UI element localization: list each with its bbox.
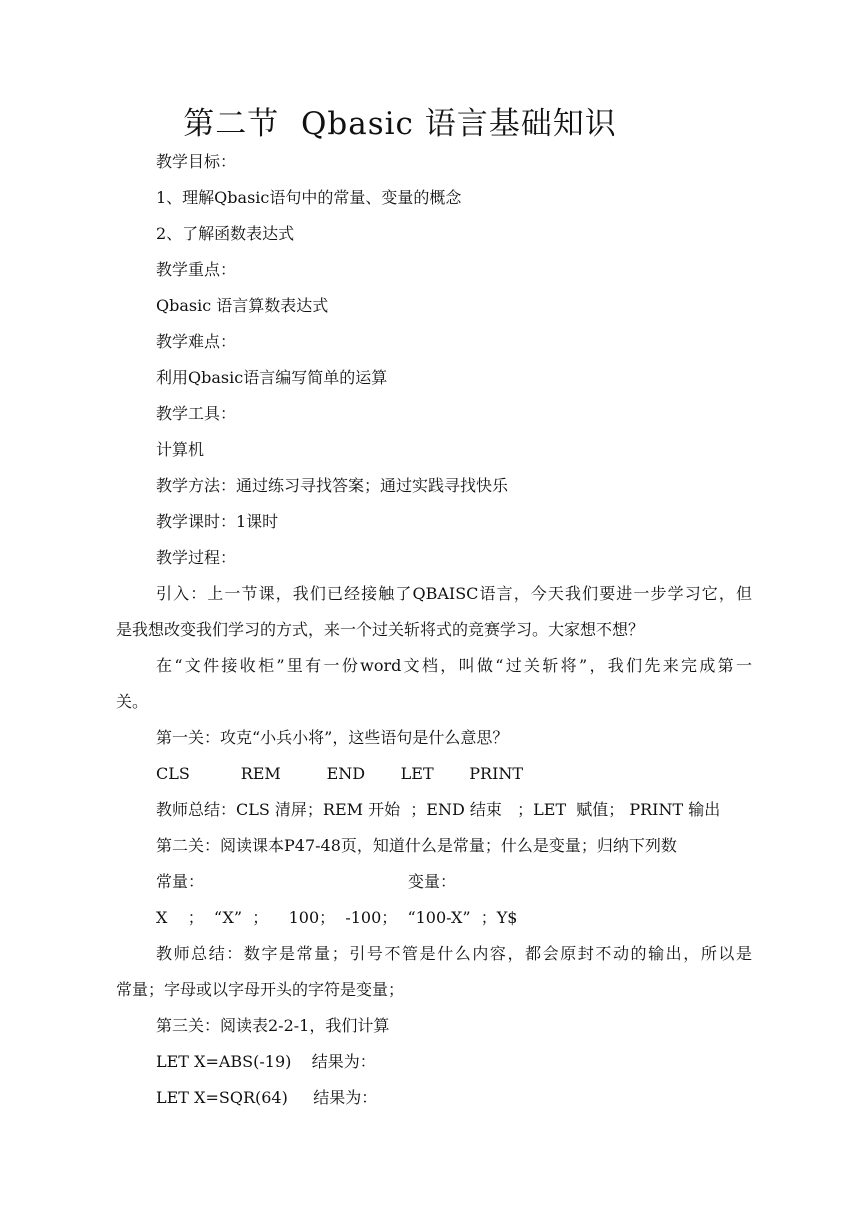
difficulty-text: 利用Qbasic语言编写简单的运算	[156, 368, 388, 387]
tools-heading: 教学工具：	[156, 404, 237, 423]
example-values: X ； “X” ； 100； -100； “100-X” ；Y$	[156, 908, 518, 927]
process-heading: 教学过程：	[156, 548, 237, 567]
teacher-summary-1: 教师总结：CLS 清屏；REM 开始 ；END 结束 ；LET 赋值； PRINT 输出	[156, 800, 721, 819]
intro-paragraph-line-1: 引入：上一节课，我们已经接触了QBAISC语言，今天我们要进一步学习它，但	[156, 584, 752, 603]
key-point-heading: 教学重点：	[156, 260, 237, 279]
teaching-goal-1: 1、理解Qbasic语句中的常量、变量的概念	[156, 188, 462, 207]
abs-expression: LET X=ABS(-19) 结果为：	[156, 1052, 376, 1071]
teaching-goal-heading: 教学目标：	[156, 152, 237, 171]
variable-label: 变量：	[408, 872, 457, 891]
key-point-text: Qbasic 语言算数表达式	[156, 296, 329, 315]
level-3-text: 第三关：阅读表2-2-1，我们计算	[156, 1016, 390, 1035]
teacher-summary-2-line-2: 常量；字母或以字母开头的字符是变量；	[116, 980, 405, 999]
constant-label: 常量：	[156, 872, 205, 891]
sqr-expression: LET X=SQR(64) 结果为：	[156, 1088, 378, 1107]
teaching-method: 教学方法：通过练习寻找答案；通过实践寻找快乐	[156, 476, 509, 495]
teaching-goal-2: 2、了解函数表达式	[156, 224, 295, 243]
file-paragraph-line-2: 关。	[116, 692, 149, 711]
page-title: 第二节 Qbasic 语言基础知识	[183, 106, 617, 142]
level-1-text: 第一关：攻克“小兵小将”，这些语句是什么意思？	[156, 728, 509, 747]
difficulty-heading: 教学难点：	[156, 332, 237, 351]
tools-text: 计算机	[156, 440, 205, 459]
level-2-text: 第二关：阅读课本P47-48页，知道什么是常量；什么是变量；归纳下列数	[156, 836, 677, 855]
file-paragraph-line-1: 在“文件接收柜”里有一份word文档，叫做“过关斩将”，我们先来完成第一	[156, 656, 752, 675]
teaching-hours: 教学课时：1课时	[156, 512, 279, 531]
teacher-summary-2-line-1: 教师总结：数字是常量；引号不管是什么内容，都会原封不动的输出，所以是	[156, 944, 752, 963]
basic-commands: CLS REM END LET PRINT	[156, 764, 524, 783]
intro-paragraph-line-2: 是我想改变我们学习的方式，来一个过关斩将式的竞赛学习。大家想不想？	[116, 620, 645, 639]
